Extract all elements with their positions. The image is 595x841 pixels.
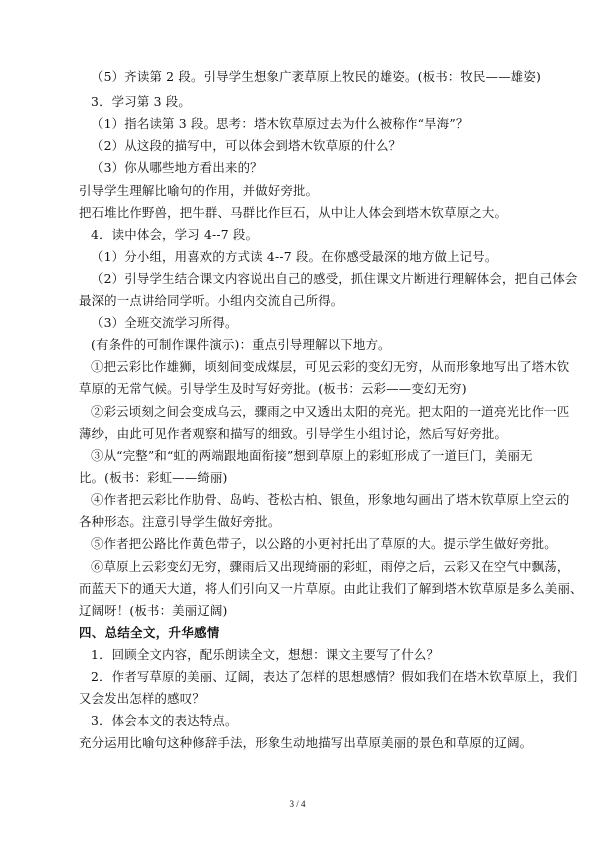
text-line: ②彩云顷刻之间会变成乌云，骤雨之中又透出太阳的亮光。把太阳的一道亮光比作一匹 bbox=[91, 404, 570, 419]
text-line: 引导学生理解比喻句的作用，并做好旁批。 bbox=[79, 183, 319, 198]
text-line: ①把云彩比作雄狮，顷刻间变成煤层，可见云彩的变幻无穷，从而形象地写出了塔木钦 bbox=[91, 359, 570, 374]
text-line: 3．体会本文的表达特点。 bbox=[91, 713, 238, 728]
text-line: 而蓝天下的通天大道，将人们引向又一片草原。由此让我们了解到塔木钦草原是多么美丽、 bbox=[79, 581, 583, 596]
section-heading: 四、总结全文，升华感情 bbox=[79, 625, 220, 640]
text-line: 2．作者写草原的美丽、辽阔，表达了怎样的思想感情？假如我们在塔木钦草原上，我们 bbox=[91, 669, 578, 684]
text-line: 又会发出怎样的感叹？ bbox=[79, 691, 205, 706]
text-line: （1）指名读第 3 段。思考：塔木钦草原过去为什么被称作“旱海”？ bbox=[91, 116, 469, 131]
text-line: ⑥草原上云彩变幻无穷，骤雨后又出现绮丽的彩虹，雨停之后，云彩又在空气中飘荡， bbox=[91, 559, 570, 574]
text-line: 3．学习第 3 段。 bbox=[91, 94, 191, 109]
text-line: 各种形态。注意引导学生做好旁批。 bbox=[79, 514, 281, 529]
text-line: 把石堆比作野兽，把牛群、马群比作巨石，从中让人体会到塔木钦草原之大。 bbox=[79, 205, 508, 220]
text-line: （1）分小组，用喜欢的方式读 4--7 段。在你感受最深的地方做上记号。 bbox=[91, 249, 498, 264]
text-line: （3）全班交流学习所得。 bbox=[91, 315, 238, 330]
text-line: 薄纱，由此可见作者观察和描写的细致。引导学生小组讨论，然后写好旁批。 bbox=[79, 426, 508, 441]
text-line: 1．回顾全文内容，配乐朗读全文，想想：课文主要写了什么？ bbox=[91, 647, 440, 662]
text-line: ③从“完整”和“虹的两端跟地面衔接”想到草原上的彩虹形成了一道巨门，美丽无 bbox=[91, 448, 533, 463]
text-line: 充分运用比喻句这种修辞手法，形象生动地描写出草原美丽的景色和草原的辽阔。 bbox=[79, 735, 533, 750]
text-line: （2）从这段的描写中，可以体会到塔木钦草原的什么？ bbox=[91, 138, 402, 153]
text-line: 比。(板书：彩虹——绮丽) bbox=[79, 470, 228, 485]
text-line: 草原的无常气候。引导学生及时写好旁批。(板书：云彩——变幻无穷) bbox=[79, 381, 467, 396]
text-line: (有条件的可制作课件演示)：重点引导理解以下地方。 bbox=[91, 337, 391, 352]
text-line: ④作者把云彩比作肋骨、岛屿、苍松古柏、银鱼，形象地勾画出了塔木钦草原上空云的 bbox=[91, 492, 570, 507]
text-line: （3）你从哪些地方看出来的？ bbox=[91, 160, 263, 175]
text-line: ⑤作者把公路比作黄色带子，以公路的小更衬托出了草原的大。提示学生做好旁批。 bbox=[91, 536, 557, 551]
text-line: 辽阔呀！(板书：美丽辽阔) bbox=[79, 603, 228, 618]
text-line: （2）引导学生结合课文内容说出自己的感受，抓住课文片断进行理解体会，把自己体会 bbox=[91, 271, 578, 286]
page-number: 3 / 4 bbox=[289, 799, 306, 809]
text-line: 最深的一点讲给同学听。小组内交流自己所得。 bbox=[79, 293, 344, 308]
text-line: 4．读中体会，学习 4--7 段。 bbox=[91, 227, 259, 242]
text-line: （5）齐读第 2 段。引导学生想象广袤草原上牧民的雄姿。(板书：牧民——雄姿) bbox=[91, 69, 542, 84]
